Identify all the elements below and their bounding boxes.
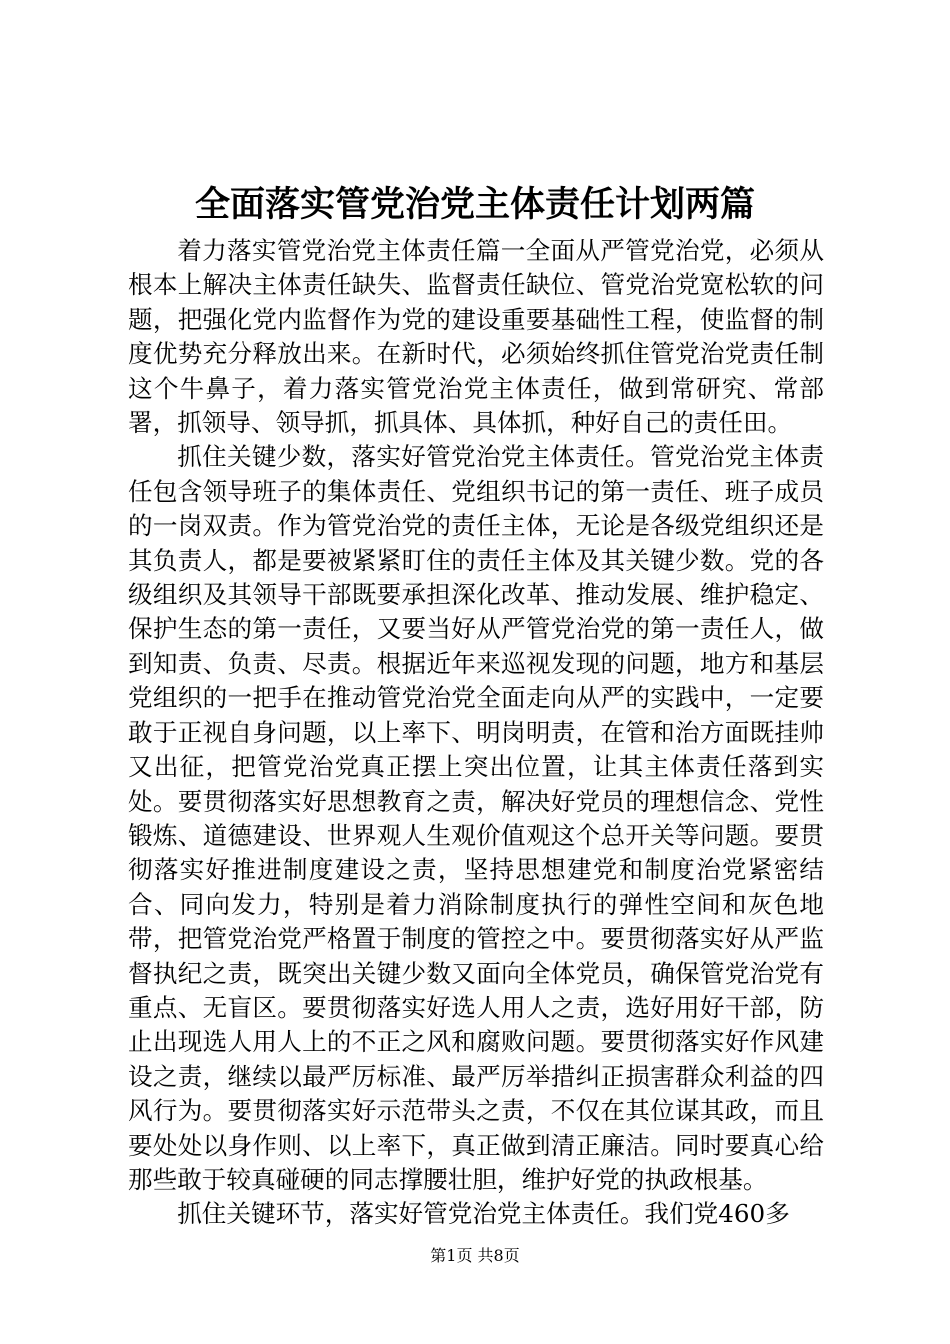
paragraph-2: 抓住关键少数，落实好管党治党主体责任。管党治党主体责任包含领导班子的集体责任、党组织书记的第一责任、班子成员的一岗双责。作为管党治党的责任主体，无论是各级党组织还是其负责人，都是要被紧紧盯住的责任主体及其关键少数。党的各级组织及其领导干部既要承担深化改革、推动发展、维护稳定、保护生态的第一责任，又要当好从严管党治党的第一责任人，做到知责、负责、尽责。根据近年来巡视发现的问题，地方和基层党组织的一把手在推动管党治党全面走向从严的实践中，一定要敢于正视自身问题，以上率下、明岗明责，在管和治方面既挂帅又出征，把管党治党真正摆上突出位置，让其主体责任落到实处。要贯彻落实好思想教育之责，解决好党员的理想信念、党性锻炼、道德建设、世界观人生观价值观这个总开关等问题。要贯彻落实好推进制度建设之责，坚持思想建党和制度治党紧密结合、同向发力，特别是着力消除制度执行的弹性空间和灰色地带，把管党治党严格置于制度的管控之中。要贯彻落实好从严监督执纪之责，既突出关键少数又面向全体党员，确保管党治党有重点、无盲区。要贯彻落实好选人用人之责，选好用好干部，防止出现选人用人上的不正之风和腐败问题。要贯彻落实好作风建设之责，继续以最严厉标准、最严厉举措纠正损害群众利益的四风行为。要贯彻落实好示范带头之责，不仅在其位谋其政，而且要处处以身作则、以上率下，真正做到清正廉洁。同时要真心给那些敢于较真碰硬的同志撑腰壮胆，维护好党的执政根基。 [128,442,824,1194]
document-title: 全面落实管党治党主体责任计划两篇 [194,184,755,225]
page-number: 第1页 共8页 [430,1246,520,1265]
paragraph-1: 着力落实管党治党主体责任篇一全面从严管党治党，必须从根本上解决主体责任缺失、监督责任缺位、管党治党宽松软的问题，把强化党内监督作为党的建设重要基础性工程，使监督的制度优势充分释放出来。在新时代，必须始终抓住管党治党责任制这个牛鼻子，着力落实管党治党主体责任，做到常研究、常部署，抓领导、领导抓，抓具体、具体抓，种好自己的责任田。 [128,236,824,438]
page-footer [0,1244,950,1268]
document-body [128,234,824,1232]
paragraph-3: 抓住关键环节，落实好管党治党主体责任。我们党460多 [177,1199,790,1229]
